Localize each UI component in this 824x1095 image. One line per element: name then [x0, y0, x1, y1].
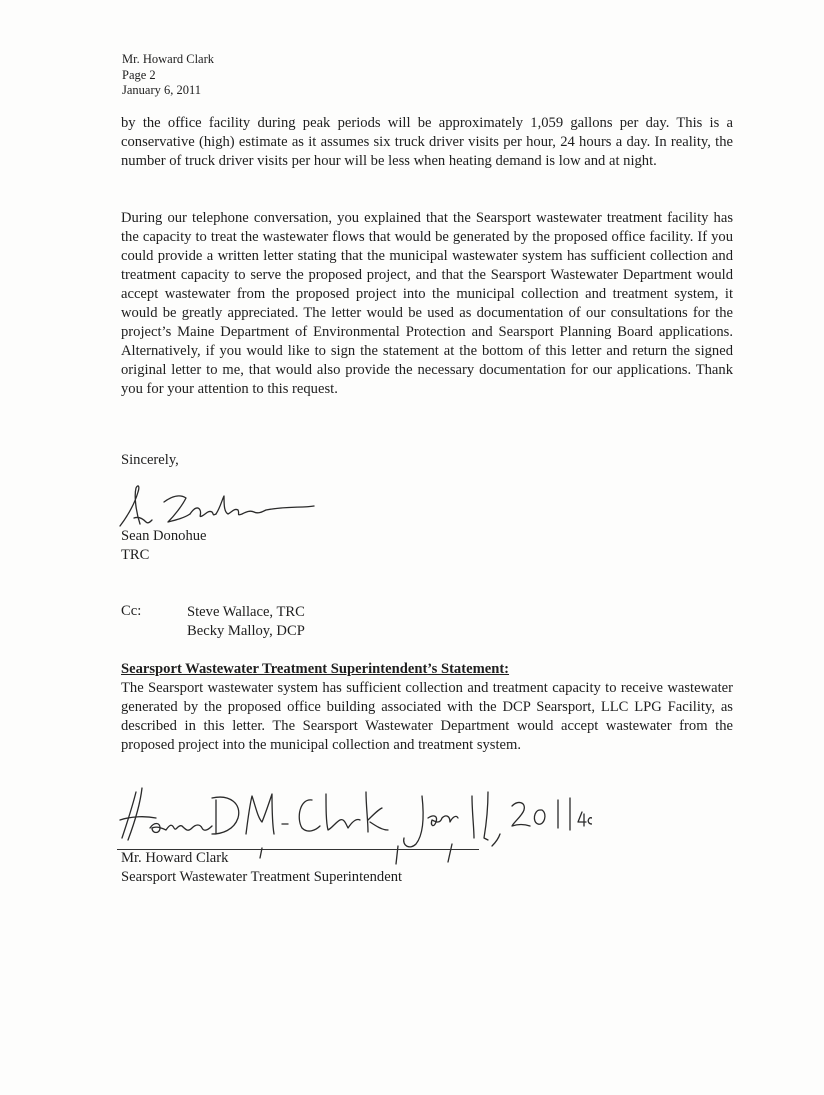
body-paragraph-2: During our telephone conversation, you explained that the Searsport wastewater treatment facility has the capacity to treat the wastewater flows that would be generated by the proposed office facility. If you could provide a written letter stating that the municipal wastewater system has sufficient collection and treatment capacity to serve the proposed project, and that the Searsport Wastewater Department would accept wastewater from the proposed project into the municipal collection and treatment system, it would be greatly appreciated. The letter would be used as documentation of our consultations for the project’s Maine Department of Environmental Protection and Searsport Planning Board applications. Alternatively, if you would like to sign the statement at the bottom of this letter and return the signed original letter to me, that would also provide the necessary documentation for our applications. Thank you for your attention to this request.	[121, 210, 733, 397]
signer-name: Sean Donohue	[121, 528, 207, 544]
header-page-number: Page 2	[122, 67, 156, 82]
header-recipient: Mr. Howard Clark	[122, 52, 214, 66]
cc-list	[187, 603, 305, 641]
body-paragraph-1: by the office facility during peak periods will be approximately 1,059 gallons per day. This is a conservative (high) estimate as it assumes six truck driver visits per hour, 24 hours a day. In reality, the number of truck driver visits per hour will be less when heating demand is low and at night.	[121, 115, 733, 169]
superintendent-title: Searsport Wastewater Treatment Superintendent	[121, 869, 403, 885]
closing: Sincerely,	[121, 452, 179, 468]
signer-org: TRC	[121, 547, 150, 563]
cc-recipient: Becky Malloy, DCP	[187, 623, 305, 639]
signature-sean-donohue	[116, 478, 316, 534]
cc-label: Cc:	[121, 603, 142, 619]
cc-recipient: Steve Wallace, TRC	[187, 604, 305, 620]
signer-block	[121, 527, 207, 565]
superintendent-name: Mr. Howard Clark	[121, 850, 229, 866]
statement-title: Searsport Wastewater Treatment Superintendent’s Statement:	[121, 661, 510, 677]
header-date: January 6, 2011	[122, 83, 202, 97]
superintendent-block	[121, 849, 402, 887]
letter-header	[122, 52, 214, 99]
statement-body: The Searsport wastewater system has sufficient collection and treatment capacity to receive wastewater generated by the proposed office building associated with the DCP Searsport, LLC LPG Facility, as described in this letter. The Searsport Wastewater Department would accept wastewater from the proposed project into the municipal collection and treatment system.	[121, 680, 733, 753]
